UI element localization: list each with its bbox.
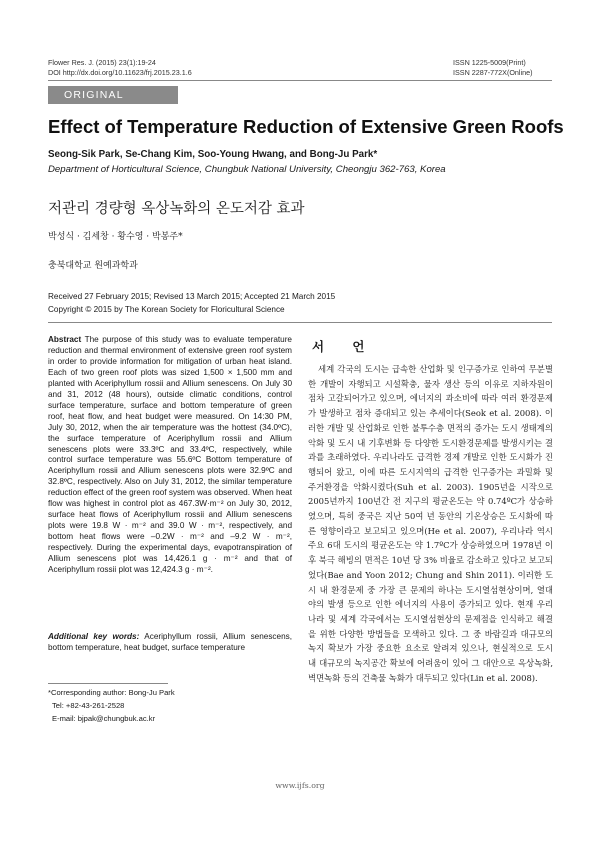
copyright-notice: Copyright © 2015 by The Korean Society for Floricultural Science: [48, 305, 285, 314]
abstract-text: The purpose of this study was to evaluate temperature reduction and thermal environment of extensive green roof system in order to provide information for mitigation of urban heat island. Each of two green roof plots was sized 1,500 × 1,500 mm and planted with Aceriphyllum rossii and Allium senescens. On July 30 and 31, 2012 (48 hours), outside climatic conditions, control surface temperature, surface and bottom temperature of green roof, heat flow, and heat budget were measured. On 14:30 PM, July 30, 2012, when the air temperature was the hottest (34.0ºC), the surface temperature of Aceriphyllum rossii and Allium senescens plots were 33.3ºC and 33.4ºC, respectively, while control surface temperature was 55.6ºC Bottom temperature of Aceriphyllum rossii and Allium senescens plots were 32.9ºC and 32.8ºC, respectively. Also on July 31, 2012, the similar temperature reduction effect of the green roof system was observed. When heat flow was highest in control plot as 467.3W·m⁻² on July 30, 2012, surface heat flows of Aceriphyllum rossii and Allium senescens plots were 19.8 W · m⁻² and 39.0 W · m⁻², respectively, and bottom heat flows were –0.2W · m⁻² and –9.2 W · m⁻², respectively. During the experimental days, evapotranspiration of Allium senescens plot was 14,426.1 g · m⁻² and that of Aceriphyllum rossii plot was 12,424.3 g · m⁻².: [48, 335, 292, 575]
article-type-banner: ORIGINAL ARTICLE: [48, 86, 178, 104]
footer-url: www.ijfs.org: [275, 781, 325, 790]
journal-volume-line: Flower Res. J. (2015) 23(1):19-24: [48, 58, 156, 67]
received-revised-accepted: Received 27 February 2015; Revised 13 March 2015; Accepted 21 March 2015: [48, 292, 336, 301]
email: E-mail: bjpak@chungbuk.ac.kr: [52, 714, 156, 723]
footnote-rule: [48, 683, 168, 684]
doi-line: DOI http://dx.doi.org/10.11623/frj.2015.23.1.6: [48, 68, 192, 77]
section-rule: [48, 322, 552, 323]
affiliation: Department of Horticultural Science, Chungbuk National University, Cheongju 362-763, Korea: [48, 164, 446, 175]
introduction-body: 세계 각국의 도시는 급속한 산업화 및 인구증가로 인하여 무분별한 개발이 자행되고 시설확충, 물자 생산 등의 이유로 지하자원이 점차 고갈되어가고 있으며, 에너지의 과소비에 따라 여러 환경문제가 발생하고 점차 증대되고 있는 추세이다(Seok et al. 2008). 이러한 개발 및 산업화로 인한 불투수층 면적의 증가는 도시 생태계의 악화 및 도시 내 기후변화 등 다양한 도시환경문제를 발생시키는 결과를 초래하였다. 우리나라도 급격한 경제 개발로 인한 도시화가 진행되어 왔고, 이에 따른 도시지역의 급격한 인구증가는 과밀화 및 주거환경을 악화시켰다(Suh et al. 2003). 1905년을 시작으로 2005년까지 100년간 전 지구의 평균온도는 약 0.74ºC가 상승하였으며, 특히 중국은 지난 50여 년 동안의 기온상승은 도시화에 따른 영향이라고 보고되고 있으며(He et al. 2007), 우리나라 역시 주요 6대 도시의 평균온도는 약 1.7ºC가 상승하였으며 1978년 이후 북극 해빙의 면적은 10년 당 3% 비율로 감소하고 있다고 보고되었다(Bae and Yoon 2012; Chung and Shin 2011). 이러한 도시 내 환경문제 중 가장 큰 문제의 하나는 도시열섬현상이며, 열대야의 발생 등으로 인한 에너지의 사용이 증가되고 있다. 현재 우리나라 및 세계 각국에서는 도시열섬현상의 문제점을 인식하고 해결을 위한 다양한 방법들을 모색하고 있다. 그 중 바람길과 대규모의 녹지 확보가 가장 중요한 요소로 알려져 있으나, 현실적으로 도시 내 대규모의 녹지공간 확보에 어려움이 있어 그 대안으로 옥상녹화, 벽면녹화 등의 건축물 녹화가 대두되고 있다(Lin et al. 2008).: [308, 364, 553, 683]
korean-author-list: 박성식 · 김세창 · 황수영 · 박봉주*: [48, 232, 183, 242]
manuscript-dates: [48, 290, 335, 316]
corresponding-author: *Corresponding author: Bong-Ju Park: [48, 688, 175, 697]
keywords-label: Additional key words:: [48, 632, 140, 641]
issn-block: [453, 58, 533, 78]
korean-title: 저관리 경량형 옥상녹화의 온도저감 효과: [48, 201, 305, 217]
header-rule: [48, 80, 552, 81]
author-list: Seong-Sik Park, Se-Chang Kim, Soo-Young Hwang, and Bong-Ju Park*: [48, 149, 378, 160]
correspondence: [48, 686, 175, 725]
keywords-text: Aceriphyllum rossii, Allium senescens, bottom temperature, heat budget, surface temperature: [48, 632, 292, 652]
telephone: Tel: +82-43-261-2528: [52, 701, 125, 710]
introduction-heading: 서 언: [312, 339, 377, 354]
issn-print: ISSN 1225-5009(Print): [453, 58, 526, 67]
abstract-label: Abstract: [48, 335, 82, 344]
korean-affiliation: 충북대학교 원예과학과: [48, 261, 138, 271]
abstract: [48, 335, 292, 576]
keywords: [48, 632, 292, 654]
paper-title: Effect of Temperature Reduction of Extensive Green Roofs: [48, 116, 564, 137]
issn-online: ISSN 2287-772X(Online): [453, 68, 533, 77]
journal-citation: [48, 58, 192, 78]
